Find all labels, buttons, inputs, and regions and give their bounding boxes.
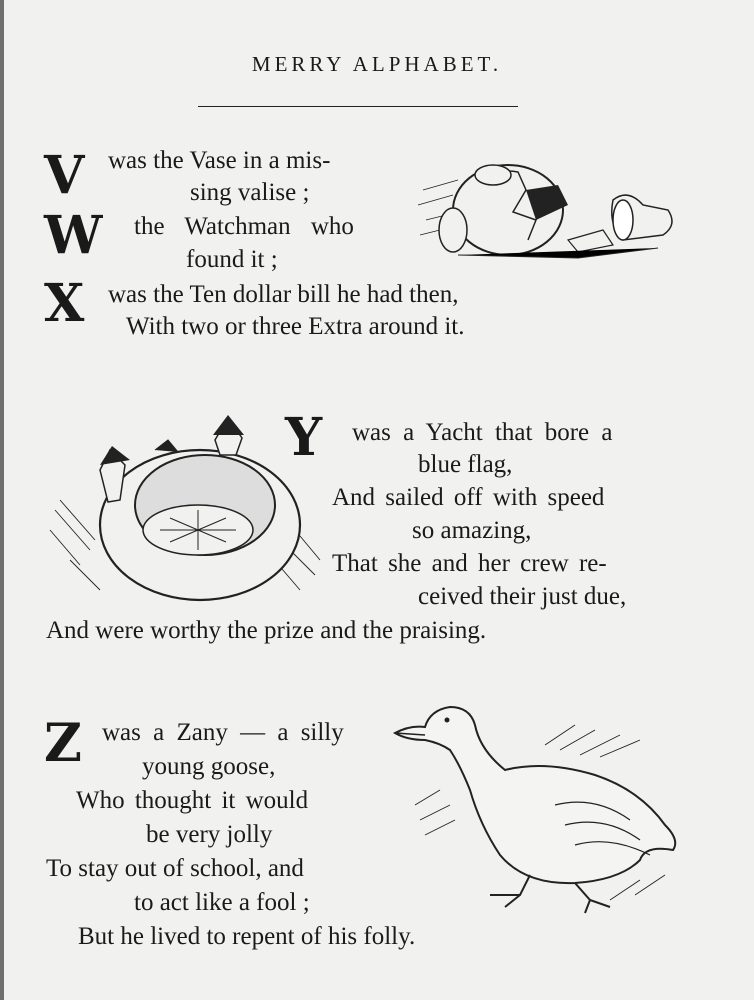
broken-vase-illustration (418, 150, 688, 265)
drop-cap-x: X (44, 273, 85, 334)
title-rule (198, 106, 518, 107)
verse-y-line-2: blue flag, (418, 451, 513, 478)
verse-x-line-2: With two or three Extra around it. (126, 313, 465, 340)
drop-cap-w: W (44, 205, 103, 266)
verse-z-line-7: But he lived to repent of his folly. (78, 923, 416, 950)
verse-z-line-6: to act like a fool ; (134, 889, 310, 916)
verse-w-line-1: the Watchman who (134, 213, 354, 240)
verse-z-line-4: be very jolly (146, 821, 273, 848)
page-title: MERRY ALPHABET. (251, 52, 503, 76)
verse-z-line-1: was a Zany — a silly (102, 719, 344, 746)
verse-y-line-7: And were worthy the prize and the praising. (46, 617, 487, 644)
verse-y-line-3: And sailed off with speed (332, 484, 605, 511)
verse-y-line-5: That she and her crew re- (332, 550, 607, 577)
verse-w-line-2: found it ; (186, 246, 278, 273)
verse-y-line-4: so amazing, (412, 517, 532, 544)
yacht-compass-illustration (50, 407, 323, 610)
verse-y-line-1: was a Yacht that bore a (352, 419, 613, 446)
verse-z-line-3: Who thought it would (76, 787, 309, 814)
goose-illustration (395, 695, 695, 920)
page-edge (0, 0, 4, 1000)
drop-cap-y: Y (285, 407, 323, 468)
verse-y-line-6: ceived their just due, (418, 583, 627, 610)
verse-v-line-1: was the Vase in a mis- (108, 147, 331, 174)
verse-v-line-2: sing valise ; (190, 179, 310, 206)
verse-z-line-5: To stay out of school, and (46, 855, 304, 882)
verse-z-line-2: young goose, (142, 753, 276, 780)
verse-x-line-1: was the Ten dollar bill he had then, (108, 281, 459, 308)
drop-cap-v: V (44, 145, 85, 206)
drop-cap-z: Z (44, 713, 82, 774)
